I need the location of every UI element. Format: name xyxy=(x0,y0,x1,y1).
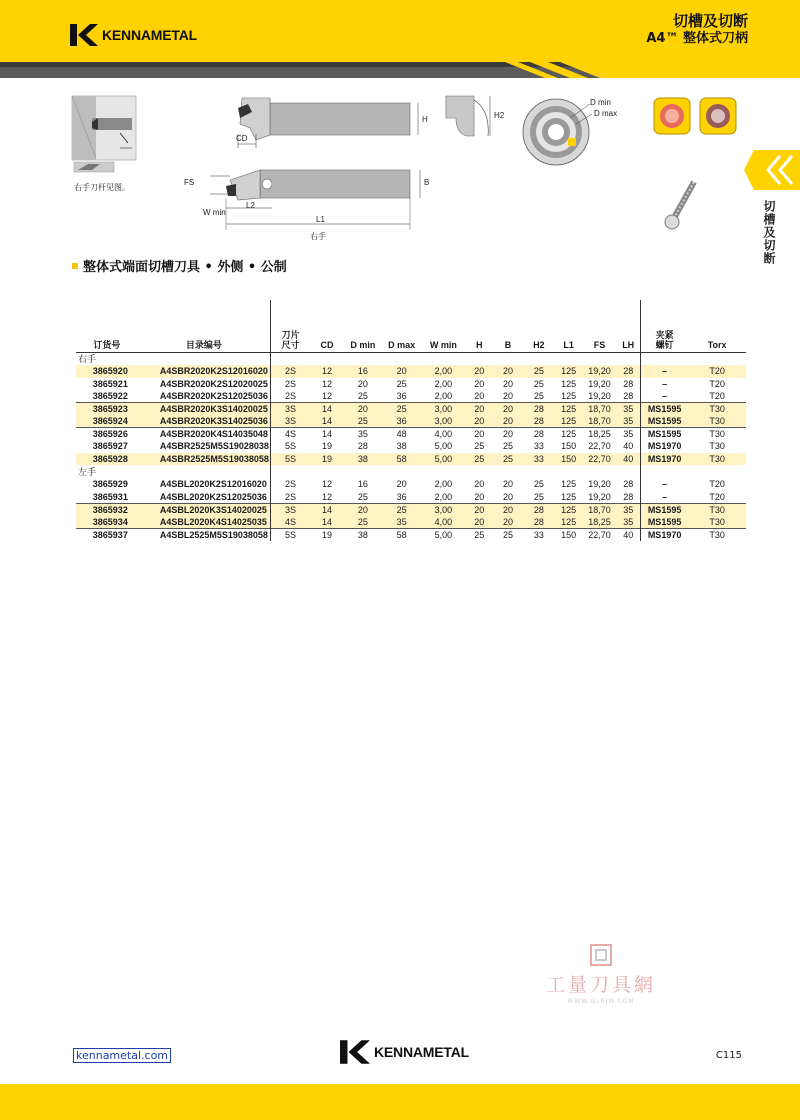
cell-wmin: 2,00 xyxy=(422,365,466,378)
cell-catalog: A4SBL2020K3S14020025 xyxy=(138,503,271,516)
cell-torx: T30 xyxy=(709,441,725,452)
cell-wmin: 3,00 xyxy=(422,403,466,416)
cell-size: 5S xyxy=(270,453,310,466)
cell-cd: 12 xyxy=(310,365,344,378)
cell-fs: 22,70 xyxy=(583,528,617,541)
cell-l1: 125 xyxy=(555,428,583,441)
cell-h: 20 xyxy=(465,403,493,416)
cell-b: 20 xyxy=(493,365,523,378)
table-row xyxy=(76,403,746,416)
header-stripes xyxy=(0,62,800,78)
cell-cd: 14 xyxy=(310,415,344,428)
col-cd: CD xyxy=(310,300,344,352)
cell-screw: MS1970 xyxy=(640,453,688,466)
cell-torx: T30 xyxy=(688,453,746,466)
cell-h: 20 xyxy=(474,391,485,401)
cell-catalog: A4SBL2525M5S19038058 xyxy=(138,528,271,541)
cell-catalog: A4SBL2020K2S12025036 xyxy=(159,491,267,502)
cell-torx: T30 xyxy=(688,503,746,516)
cell-cd: 14 xyxy=(310,516,344,529)
cell-torx: T20 xyxy=(709,491,725,502)
cell-lh: 28 xyxy=(617,365,641,378)
cell-cd: 12 xyxy=(322,479,333,490)
cell-screw: – xyxy=(640,378,688,391)
svg-text:FS: FS xyxy=(184,178,195,187)
cell-lh: 35 xyxy=(617,403,641,416)
cell-screw: MS1595 xyxy=(640,516,688,529)
cell-b: 20 xyxy=(503,378,514,389)
col-h2: H2 xyxy=(523,300,555,352)
cell-b: 20 xyxy=(493,503,523,516)
table-row xyxy=(76,478,746,491)
cell-order: 3865927 xyxy=(92,441,128,452)
cell-size: 3S xyxy=(270,403,310,416)
kennametal-k-icon xyxy=(70,24,98,46)
cell-b: 25 xyxy=(503,441,514,452)
table-row xyxy=(76,516,746,529)
cell-h: 20 xyxy=(474,378,485,389)
col-torx: Torx xyxy=(688,300,746,352)
table-row xyxy=(76,378,746,391)
cell-h2: 28 xyxy=(523,516,555,529)
cell-catalog: A4SBR2020K2S12020025 xyxy=(159,378,268,389)
cell-fs: 18,25 xyxy=(583,516,617,529)
cell-size: 4S xyxy=(270,516,310,529)
cell-l1: 150 xyxy=(561,441,577,452)
cell-h: 25 xyxy=(474,441,485,452)
cell-fs: 22,70 xyxy=(583,453,617,466)
cell-cd: 14 xyxy=(310,428,344,441)
cell-dmin: 16 xyxy=(357,479,368,490)
cell-screw: – xyxy=(640,365,688,378)
cell-lh: 28 xyxy=(623,491,634,502)
cell-dmin: 20 xyxy=(344,503,382,516)
cell-fs: 19,20 xyxy=(588,491,611,502)
cell-catalog: A4SBR2020K3S14025036 xyxy=(138,415,271,428)
cell-cd: 19 xyxy=(310,528,344,541)
schematic-thumbnail xyxy=(72,96,136,172)
cell-dmax: 48 xyxy=(382,428,422,441)
cell-catalog: A4SBL2020K4S14025035 xyxy=(138,516,271,529)
cell-size: 3S xyxy=(270,503,310,516)
cell-wmin: 5,00 xyxy=(422,453,466,466)
cell-dmax: 36 xyxy=(382,415,422,428)
cell-dmin: 38 xyxy=(344,453,382,466)
col-lh: LH xyxy=(617,300,641,352)
cell-dmax: 36 xyxy=(396,491,407,502)
table-group-row xyxy=(76,465,746,478)
cell-h2: 25 xyxy=(533,491,544,502)
cell-cd: 12 xyxy=(322,378,333,389)
cell-wmin: 5,00 xyxy=(434,441,453,452)
table-group-row xyxy=(76,352,746,365)
cell-fs: 18,70 xyxy=(583,403,617,416)
col-order: 订货号 xyxy=(76,300,138,352)
cell-cd: 12 xyxy=(322,391,333,401)
watermark-logo-icon xyxy=(590,944,612,966)
cell-b: 25 xyxy=(493,453,523,466)
cell-dmin: 25 xyxy=(357,491,368,502)
cell-wmin: 2,00 xyxy=(434,491,453,502)
cell-fs: 19,20 xyxy=(588,479,611,490)
cell-cd: 14 xyxy=(310,503,344,516)
group-label: 右手 xyxy=(78,353,97,364)
cell-dmax: 25 xyxy=(382,503,422,516)
cell-l1: 125 xyxy=(561,479,577,490)
cell-screw: MS1595 xyxy=(640,428,688,441)
table-row xyxy=(76,453,746,466)
cell-cd: 12 xyxy=(322,491,333,502)
side-tab-label: 切槽及切断 xyxy=(762,200,776,265)
cell-h2: 25 xyxy=(533,391,544,401)
cell-lh: 28 xyxy=(623,391,634,401)
cell-h2: 33 xyxy=(523,528,555,541)
cell-order: 3865921 xyxy=(92,378,128,389)
cell-wmin: 4,00 xyxy=(422,428,466,441)
cell-h2: 28 xyxy=(523,503,555,516)
cell-h2: 25 xyxy=(533,378,544,389)
website-link[interactable]: kennametal.com xyxy=(73,1048,171,1063)
cell-torx: T20 xyxy=(709,391,725,401)
cell-lh: 35 xyxy=(617,415,641,428)
cell-order: 3865923 xyxy=(76,403,138,416)
cell-screw: MS1595 xyxy=(640,403,688,416)
kennametal-k-icon xyxy=(340,1040,370,1064)
end-view-drawing xyxy=(446,96,505,136)
cell-l1: 125 xyxy=(561,378,577,389)
cell-fs: 18,25 xyxy=(583,428,617,441)
cell-dmax: 36 xyxy=(396,391,407,401)
col-dmax: D max xyxy=(382,300,422,352)
cell-cd: 14 xyxy=(310,403,344,416)
table-row xyxy=(76,428,746,441)
watermark xyxy=(536,944,666,1005)
cell-l1: 125 xyxy=(555,365,583,378)
table-row xyxy=(76,528,746,541)
title-line-1: 切槽及切断 xyxy=(672,12,748,30)
cell-dmax: 58 xyxy=(382,528,422,541)
cell-screw: – xyxy=(640,491,688,504)
group-label: 左手 xyxy=(78,466,97,477)
workpiece-rings-drawing xyxy=(523,98,617,165)
svg-text:D min: D min xyxy=(590,98,611,107)
technical-drawings xyxy=(70,88,750,258)
cell-size: 2S xyxy=(270,478,310,491)
cell-fs: 18,70 xyxy=(583,503,617,516)
cell-order: 3865929 xyxy=(92,479,128,490)
cell-l1: 125 xyxy=(555,415,583,428)
header-band xyxy=(0,0,800,62)
cell-size: 2S xyxy=(270,390,310,403)
cell-dmin: 38 xyxy=(344,528,382,541)
col-wmin: W min xyxy=(422,300,466,352)
col-catalog: 目录编号 xyxy=(138,300,271,352)
table-row xyxy=(76,440,746,453)
cell-h: 20 xyxy=(465,415,493,428)
cell-dmax: 20 xyxy=(382,365,422,378)
page-number: C115 xyxy=(715,1050,742,1061)
cell-screw: MS1595 xyxy=(640,415,688,428)
table-row xyxy=(76,390,746,403)
cell-wmin: 3,00 xyxy=(422,503,466,516)
cell-h: 20 xyxy=(465,516,493,529)
cell-torx: T30 xyxy=(688,516,746,529)
cell-h2: 33 xyxy=(533,441,544,452)
table-row xyxy=(76,491,746,504)
cell-torx: T30 xyxy=(688,415,746,428)
cell-catalog: A4SBR2020K4S14035048 xyxy=(138,428,271,441)
cell-torx: T30 xyxy=(688,528,746,541)
cell-dmin: 25 xyxy=(344,516,382,529)
cell-wmin: 3,00 xyxy=(422,415,466,428)
footer-band xyxy=(0,1084,800,1120)
side-tab-chevron xyxy=(744,150,800,190)
cell-torx: T30 xyxy=(688,403,746,416)
svg-text:B: B xyxy=(424,178,430,187)
col-dmin: D min xyxy=(344,300,382,352)
cell-dmax: 35 xyxy=(382,516,422,529)
cell-l1: 125 xyxy=(555,403,583,416)
svg-text:L1: L1 xyxy=(316,215,325,224)
cell-order: 3865937 xyxy=(76,528,138,541)
cell-l1: 150 xyxy=(555,528,583,541)
cell-dmin: 20 xyxy=(357,378,368,389)
cell-wmin: 2,00 xyxy=(434,479,453,490)
cell-screw: MS1970 xyxy=(640,440,688,453)
cell-h2: 28 xyxy=(523,428,555,441)
cell-catalog: A4SBR2525M5S19028038 xyxy=(159,441,269,452)
cell-h: 20 xyxy=(474,491,485,502)
cell-screw: MS1970 xyxy=(640,528,688,541)
cell-h2: 25 xyxy=(533,479,544,490)
cell-wmin: 4,00 xyxy=(422,516,466,529)
top-view-drawing xyxy=(184,170,429,241)
col-l1: L1 xyxy=(555,300,583,352)
cell-dmax: 38 xyxy=(396,441,407,452)
cell-b: 20 xyxy=(493,428,523,441)
cell-fs: 22,70 xyxy=(588,441,611,452)
svg-text:H: H xyxy=(422,115,428,124)
cell-b: 20 xyxy=(493,415,523,428)
cell-order: 3865934 xyxy=(76,516,138,529)
section-bullet-icon xyxy=(72,263,78,269)
cell-h2: 33 xyxy=(523,453,555,466)
cell-catalog: A4SBR2020K2S12016020 xyxy=(138,365,271,378)
insert-grade-icons xyxy=(654,98,736,134)
svg-text:CD: CD xyxy=(236,134,248,143)
cell-catalog: A4SBL2020K2S12016020 xyxy=(159,479,267,490)
svg-text:L2: L2 xyxy=(246,201,255,210)
cell-torx: T20 xyxy=(688,365,746,378)
cell-cd: 19 xyxy=(310,453,344,466)
cell-size: 2S xyxy=(270,491,310,504)
section-title-text: 整体式端面切槽刀具 • 外侧 • 公制 xyxy=(83,260,287,275)
cell-b: 20 xyxy=(503,479,514,490)
table-row xyxy=(76,503,746,516)
title-line-2: A4™ 整体式刀柄 xyxy=(646,31,748,46)
cell-order: 3865931 xyxy=(92,491,128,502)
cell-torx: T30 xyxy=(688,428,746,441)
cell-wmin: 2,00 xyxy=(434,391,453,401)
svg-text:右手: 右手 xyxy=(310,232,326,241)
cell-size: 4S xyxy=(270,428,310,441)
cell-h: 25 xyxy=(465,453,493,466)
cell-order: 3865922 xyxy=(92,391,128,401)
cell-l1: 150 xyxy=(555,453,583,466)
cell-dmin: 35 xyxy=(344,428,382,441)
cell-b: 20 xyxy=(503,491,514,502)
cell-dmin: 25 xyxy=(344,415,382,428)
cell-lh: 28 xyxy=(623,479,634,490)
cell-fs: 19,20 xyxy=(588,378,611,389)
cell-h: 20 xyxy=(465,365,493,378)
brand-name: KENNAMETAL xyxy=(102,27,197,43)
svg-text:D max: D max xyxy=(594,109,618,118)
cell-dmax: 58 xyxy=(382,453,422,466)
section-title xyxy=(72,256,287,275)
cell-dmin: 28 xyxy=(357,441,368,452)
col-h: H xyxy=(465,300,493,352)
cell-l1: 125 xyxy=(561,491,577,502)
cell-b: 20 xyxy=(493,403,523,416)
cell-h: 20 xyxy=(465,428,493,441)
cell-screw: – xyxy=(640,478,688,491)
cell-l1: 125 xyxy=(555,503,583,516)
cell-h2: 28 xyxy=(523,403,555,416)
cell-size: 5S xyxy=(270,528,310,541)
brand-logo xyxy=(70,22,197,48)
cell-h: 20 xyxy=(474,479,485,490)
table-header-row xyxy=(76,300,746,352)
cell-fs: 19,20 xyxy=(583,365,617,378)
cell-dmin: 20 xyxy=(344,403,382,416)
cell-b: 25 xyxy=(493,528,523,541)
cell-lh: 40 xyxy=(623,441,634,452)
cell-h2: 28 xyxy=(523,415,555,428)
col-insert-size: 刀片 尺寸 xyxy=(270,300,310,352)
cell-l1: 125 xyxy=(561,391,577,401)
cell-h: 25 xyxy=(465,528,493,541)
cell-dmin: 16 xyxy=(344,365,382,378)
cell-catalog: A4SBR2525M5S19038058 xyxy=(138,453,271,466)
cell-fs: 19,20 xyxy=(588,391,611,401)
cell-size: 2S xyxy=(270,378,310,391)
cell-wmin: 2,00 xyxy=(434,378,453,389)
cell-fs: 18,70 xyxy=(583,415,617,428)
cell-torx: T20 xyxy=(709,378,725,389)
cell-dmax: 25 xyxy=(396,378,407,389)
cell-lh: 35 xyxy=(617,428,641,441)
cell-wmin: 5,00 xyxy=(422,528,466,541)
watermark-text: 工量刀具網 xyxy=(545,974,656,996)
table-row xyxy=(76,365,746,378)
cell-lh: 35 xyxy=(617,503,641,516)
page-title xyxy=(646,12,748,47)
cell-lh: 40 xyxy=(617,453,641,466)
footer-brand-name: KENNAMETAL xyxy=(374,1044,469,1060)
cell-torx: T20 xyxy=(709,479,725,490)
svg-text:W min: W min xyxy=(203,208,226,217)
cell-l1: 125 xyxy=(555,516,583,529)
side-view-drawing xyxy=(236,98,428,148)
right-hand-note: 右手刀杆见图。 xyxy=(74,183,130,192)
cell-order: 3865924 xyxy=(76,415,138,428)
torx-screw-icon xyxy=(665,182,694,229)
col-fs: FS xyxy=(583,300,617,352)
col-clamp-screw: 夹紧 螺钉 xyxy=(640,300,688,352)
cell-screw: MS1595 xyxy=(640,503,688,516)
cell-lh: 35 xyxy=(617,516,641,529)
cell-h: 20 xyxy=(465,503,493,516)
cell-b: 20 xyxy=(493,516,523,529)
cell-h2: 25 xyxy=(523,365,555,378)
cell-dmax: 20 xyxy=(396,479,407,490)
footer-brand-logo xyxy=(340,1040,469,1064)
cell-b: 20 xyxy=(503,391,514,401)
cell-size: 5S xyxy=(270,440,310,453)
cell-lh: 40 xyxy=(617,528,641,541)
watermark-url: WWW.GLRJW.COM xyxy=(567,998,635,1005)
table-row xyxy=(76,415,746,428)
cell-order: 3865928 xyxy=(76,453,138,466)
cell-catalog: A4SBR2020K3S14020025 xyxy=(138,403,271,416)
cell-order: 3865932 xyxy=(76,503,138,516)
col-b: B xyxy=(493,300,523,352)
cell-cd: 19 xyxy=(322,441,333,452)
svg-text:H2: H2 xyxy=(494,111,505,120)
cell-size: 3S xyxy=(270,415,310,428)
cell-screw: – xyxy=(640,390,688,403)
cell-dmax: 25 xyxy=(382,403,422,416)
cell-order: 3865926 xyxy=(76,428,138,441)
cell-size: 2S xyxy=(270,365,310,378)
product-table xyxy=(76,300,746,541)
cell-order: 3865920 xyxy=(76,365,138,378)
cell-catalog: A4SBR2020K2S12025036 xyxy=(159,391,268,401)
cell-dmin: 25 xyxy=(357,391,368,401)
cell-lh: 28 xyxy=(623,378,634,389)
